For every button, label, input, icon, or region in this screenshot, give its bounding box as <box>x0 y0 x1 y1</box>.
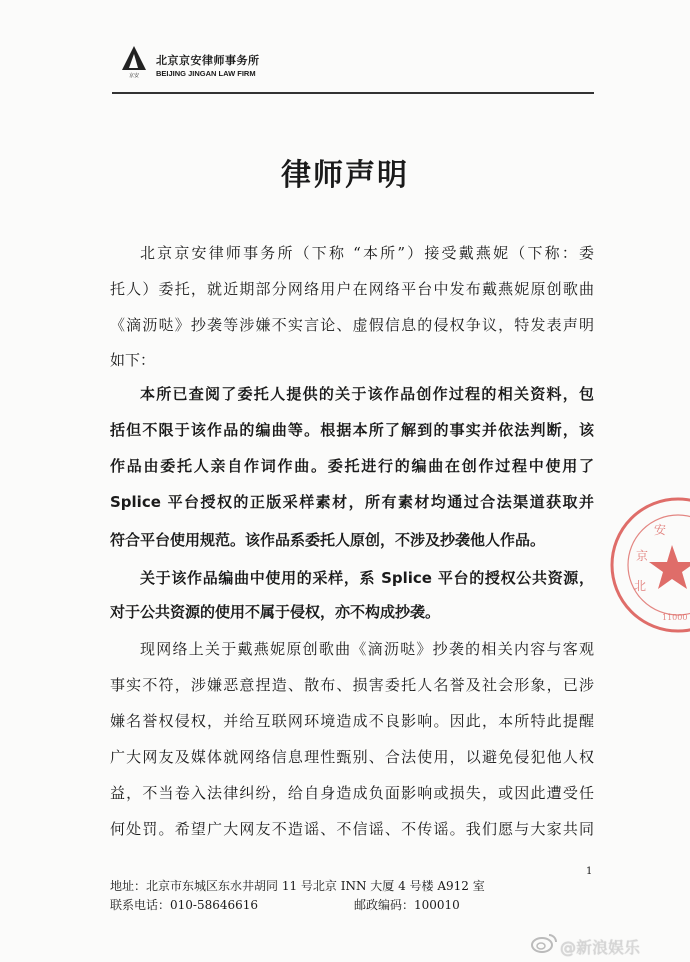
document-title: 律师声明 <box>281 158 409 193</box>
page-number: 1 <box>586 866 593 877</box>
firm-name-cn: 北京京安律师事务所 <box>156 54 260 67</box>
footer-phone: 联系电话：010-58646616 <box>110 898 259 912</box>
svg-text:安: 安 <box>654 523 667 537</box>
paragraph-line: 托人）委托，就近期部分网络用户在网络平台中发布戴燕妮原创歌曲 <box>110 280 594 298</box>
firm-logo-icon <box>118 44 150 78</box>
paragraph-line: Splice 平台授权的正版采样素材，所有素材均通过合法渠道获取并 <box>110 493 594 511</box>
firm-seal-stamp <box>606 490 690 640</box>
paragraph-line: 何处罚。希望广大网友不造谣、不信谣、不传谣。我们愿与大家共同 <box>110 820 594 838</box>
svg-text:京安: 京安 <box>128 73 140 78</box>
paragraph-line: 作品由委托人亲自作词作曲。委托进行的编曲在创作过程中使用了 <box>110 457 594 475</box>
paragraph-line: 本所已查阅了委托人提供的关于该作品创作过程的相关资料，包 <box>140 385 594 403</box>
svg-text:11000: 11000 <box>662 613 688 622</box>
paragraph-line: 广大网友及媒体就网络信息理性甄别、合法使用，以避免侵犯他人权 <box>110 748 594 766</box>
paragraph-line: 《滴沥哒》抄袭等涉嫌不实言论、虚假信息的侵权争议，特发表声明 <box>110 316 594 334</box>
paragraph-line: 北京京安律师事务所（下称 “本所”）接受戴燕妮（下称：委 <box>140 244 594 262</box>
paragraph-line: 嫌名誉权侵权，并给互联网环境造成不良影响。因此，本所特此提醒 <box>110 712 594 730</box>
paragraph-line: 如下： <box>110 351 156 369</box>
paragraph-line: 符合平台使用规范。该作品系委托人原创，不涉及抄袭他人作品。 <box>110 531 546 549</box>
paragraph-line: 事实不符，涉嫌恶意捏造、散布、损害委托人名誉及社会形象，已涉 <box>110 676 594 694</box>
paragraph-line: 益，不当卷入法律纠纷，给自身造成负面影响或损失，或因此遭受任 <box>110 784 594 802</box>
svg-text:京: 京 <box>636 549 649 563</box>
paragraph-line: 括但不限于该作品的编曲等。根据本所了解到的事实并依法判断，该 <box>110 421 594 439</box>
watermark: @新浪娱乐 <box>560 938 641 957</box>
svg-text:北: 北 <box>634 579 647 593</box>
footer-postcode: 邮政编码：100010 <box>354 898 460 912</box>
firm-name-en: BEIJING JINGAN LAW FIRM <box>156 69 256 78</box>
footer-address: 地址：北京市东城区东水井胡同 11 号北京 INN 大厦 4 号楼 A912 室 <box>110 879 485 893</box>
paragraph-line: 对于公共资源的使用不属于侵权，亦不构成抄袭。 <box>110 603 441 621</box>
paragraph-line: 现网络上关于戴燕妮原创歌曲《滴沥哒》抄袭的相关内容与客观 <box>140 640 594 658</box>
paragraph-line: 关于该作品编曲中使用的采样，系 Splice 平台的授权公共资源， <box>140 569 594 587</box>
weibo-logo-icon <box>530 932 558 954</box>
header-divider <box>112 92 594 94</box>
